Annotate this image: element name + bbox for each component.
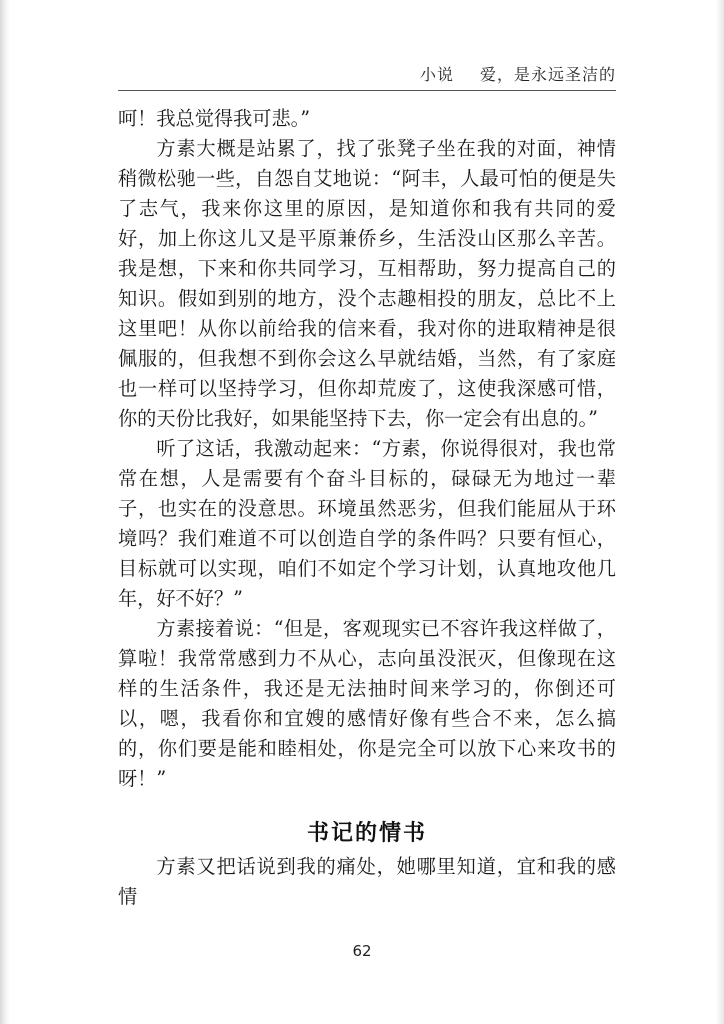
body-text xyxy=(118,104,616,794)
paragraph: 方素接着说：“但是，客观现实已不容许我这样做了，算啦！我常常感到力不从心，志向虽没泯灭，但像现在这样的生活条件，我还是无法抽时间来学习的，你倒还可以，嗯，我看你和宜嫂的感情好像有些合不来，怎么搞的，你们要是能和睦相处，你是完全可以放下心来攻书的呀！” xyxy=(118,617,616,790)
paragraph: 方素大概是站累了，找了张凳子坐在我的对面，神情稍微松驰一些，自怨自艾地说：“阿丰，人最可怕的便是失了志气，我来你这里的原因，是知道你和我有共同的爱好，加上你这儿又是平原兼侨乡，生活没山区那么辛苦。我是想，下来和你共同学习，互相帮助，努力提高自己的知识。假如到别的地方，没个志趣相投的朋友，总比不上这里吧！从你以前给我的信来看，我对你的进取精神是很佩服的，但我想不到你会这么早就结婚，当然，有了家庭也一样可以坚持学习，但你却荒废了，这使我深感可惜，你的天份比我好，如果能坚持下去，你一定会有出息的。” xyxy=(118,137,616,430)
header-title: 爱，是永远圣洁的 xyxy=(479,65,616,84)
page-number: 62 xyxy=(352,942,372,960)
paragraph-after-heading: 方素又把话说到我的痛处，她哪里知道，宜和我的感情 xyxy=(118,855,616,908)
paragraph-continuation: 呵！我总觉得我可悲。” xyxy=(118,107,311,130)
running-header xyxy=(420,62,616,85)
section-heading: 书记的情书 xyxy=(306,821,427,846)
header-section: 小说 xyxy=(419,65,454,84)
page-edge-shadow xyxy=(0,0,10,1024)
header-rule xyxy=(118,90,616,91)
paragraph: 听了这话，我激动起来：“方素，你说得很对，我也常常在想，人是需要有个奋斗目标的，碌碌无为地过一辈子，也实在的没意思。环境虽然恶劣，但我们能屈从于环境吗？我们难道不可以创造自学的条件吗？只要有恒心，目标就可以实现，咱们不如定个学习计划，认真地攻他几年，好不好？” xyxy=(118,437,616,610)
page-edge-shadow-right xyxy=(716,0,724,1024)
